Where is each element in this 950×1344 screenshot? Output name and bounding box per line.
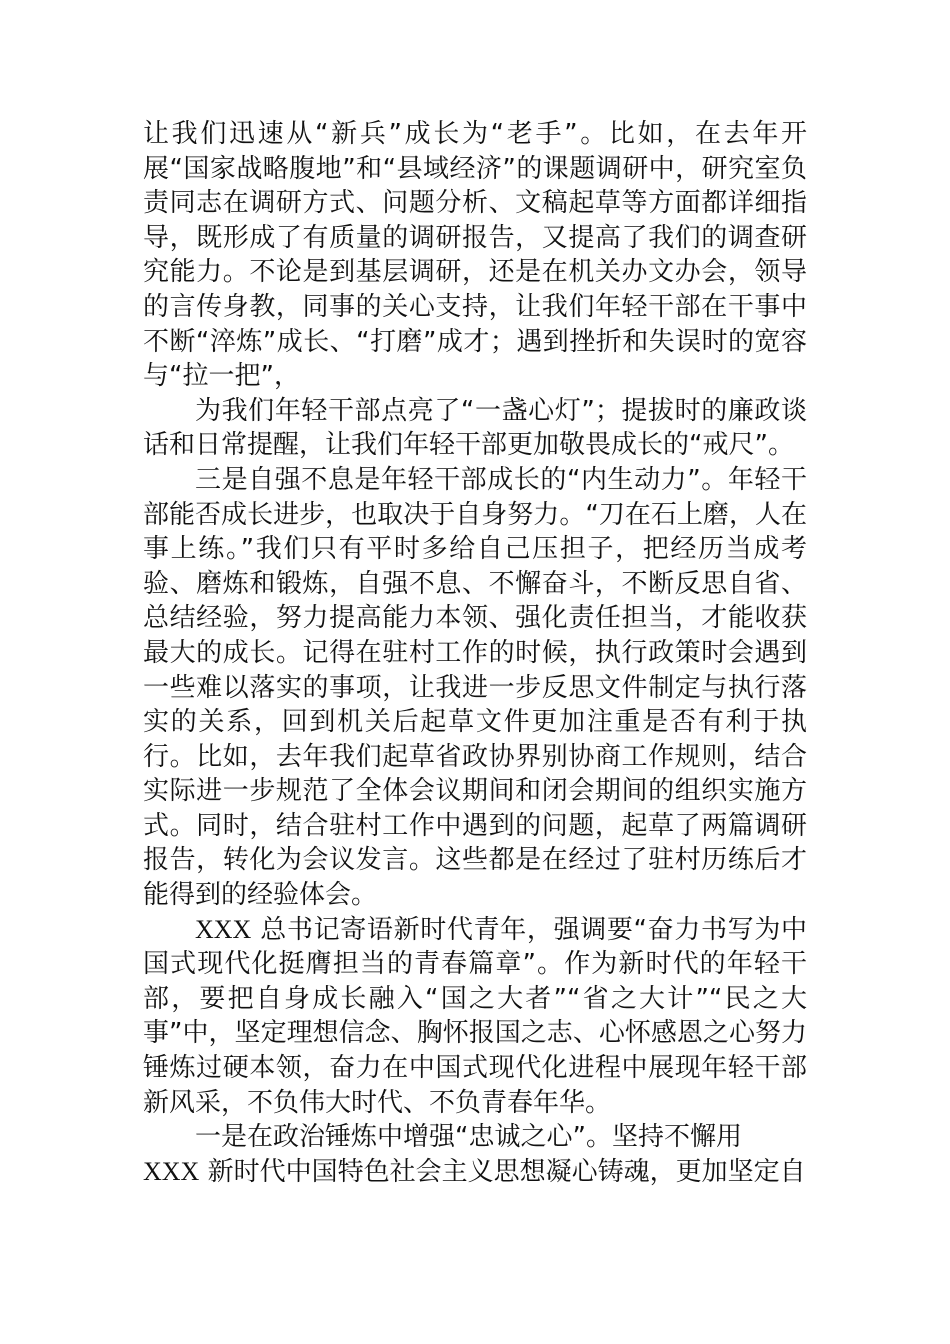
paragraph-6-lead: XXX [143,1156,200,1186]
paragraph-6-text: 新时代中国特色社会主义思想凝心铸魂，更加坚定自 [207,1156,806,1187]
paragraph-2 [143,394,807,463]
paragraph-5 [143,1120,807,1155]
paragraph-4 [143,913,807,1121]
paragraph-3 [143,463,807,913]
document-page [143,117,807,1189]
paragraph-4-text: 总书记寄语新时代青年，强调要“奋力书写为中国式现代化挺膺担当的青春篇章”。作为新时代的年轻干部，要把自身成长融入“国之大者”“省之大计”“民之大事”中，坚定理想信念、胸怀报国之志、心怀感恩之心努力锤炼过硬本领，奋力在中国式现代化进程中展现年轻干部新风采，不负伟大时代、不负青春年华。 [143,914,807,1118]
paragraph-2-text: 为我们年轻干部点亮了“一盏心灯”；提拔时的廉政谈话和日常提醒，让我们年轻干部更加敬畏成长的“戒尺”。 [143,395,807,461]
paragraph-4-lead: XXX [195,914,252,944]
paragraph-1 [143,117,807,394]
paragraph-6 [143,1155,807,1190]
paragraph-3-text: 三是自强不息是年轻干部成长的“内生动力”。年轻干部能否成长进步，也取决于自身努力。“刀在石上磨，人在事上练。”我们只有平时多给自己压担子，把经历当成考验、磨炼和锻炼，自强不息、不懈奋斗，不断反思自省、总结经验，努力提高能力本领、强化责任担当，才能收获最大的成长。记得在驻村工作的时候，执行政策时会遇到一些难以落实的事项，让我进一步反思文件制定与执行落实的关系，回到机关后起草文件更加注重是否有利于执行。比如，去年我们起草省政协界别协商工作规则，结合实际进一步规范了全体会议期间和闭会期间的组织实施方式。同时，结合驻村工作中遇到的问题，起草了两篇调研报告，转化为会议发言。这些都是在经过了驻村历练后才能得到的经验体会。 [143,464,807,911]
paragraph-5-text: 一是在政治锤炼中增强“忠诚之心”。坚持不懈用 [195,1122,742,1153]
paragraph-1-text: 让我们迅速从“新兵”成长为“老手”。比如，在去年开展“国家战略腹地”和“县域经济”的课题调研中，研究室负责同志在调研方式、问题分析、文稿起草等方面都详细指导，既形成了有质量的调研报告，又提高了我们的调查研究能力。不论是到基层调研，还是在机关办文办会，领导的言传身教，同事的关心支持，让我们年轻干部在干事中不断“淬炼”成长、“打磨”成才；遇到挫折和失误时的宽容与“拉一把”， [143,119,807,392]
